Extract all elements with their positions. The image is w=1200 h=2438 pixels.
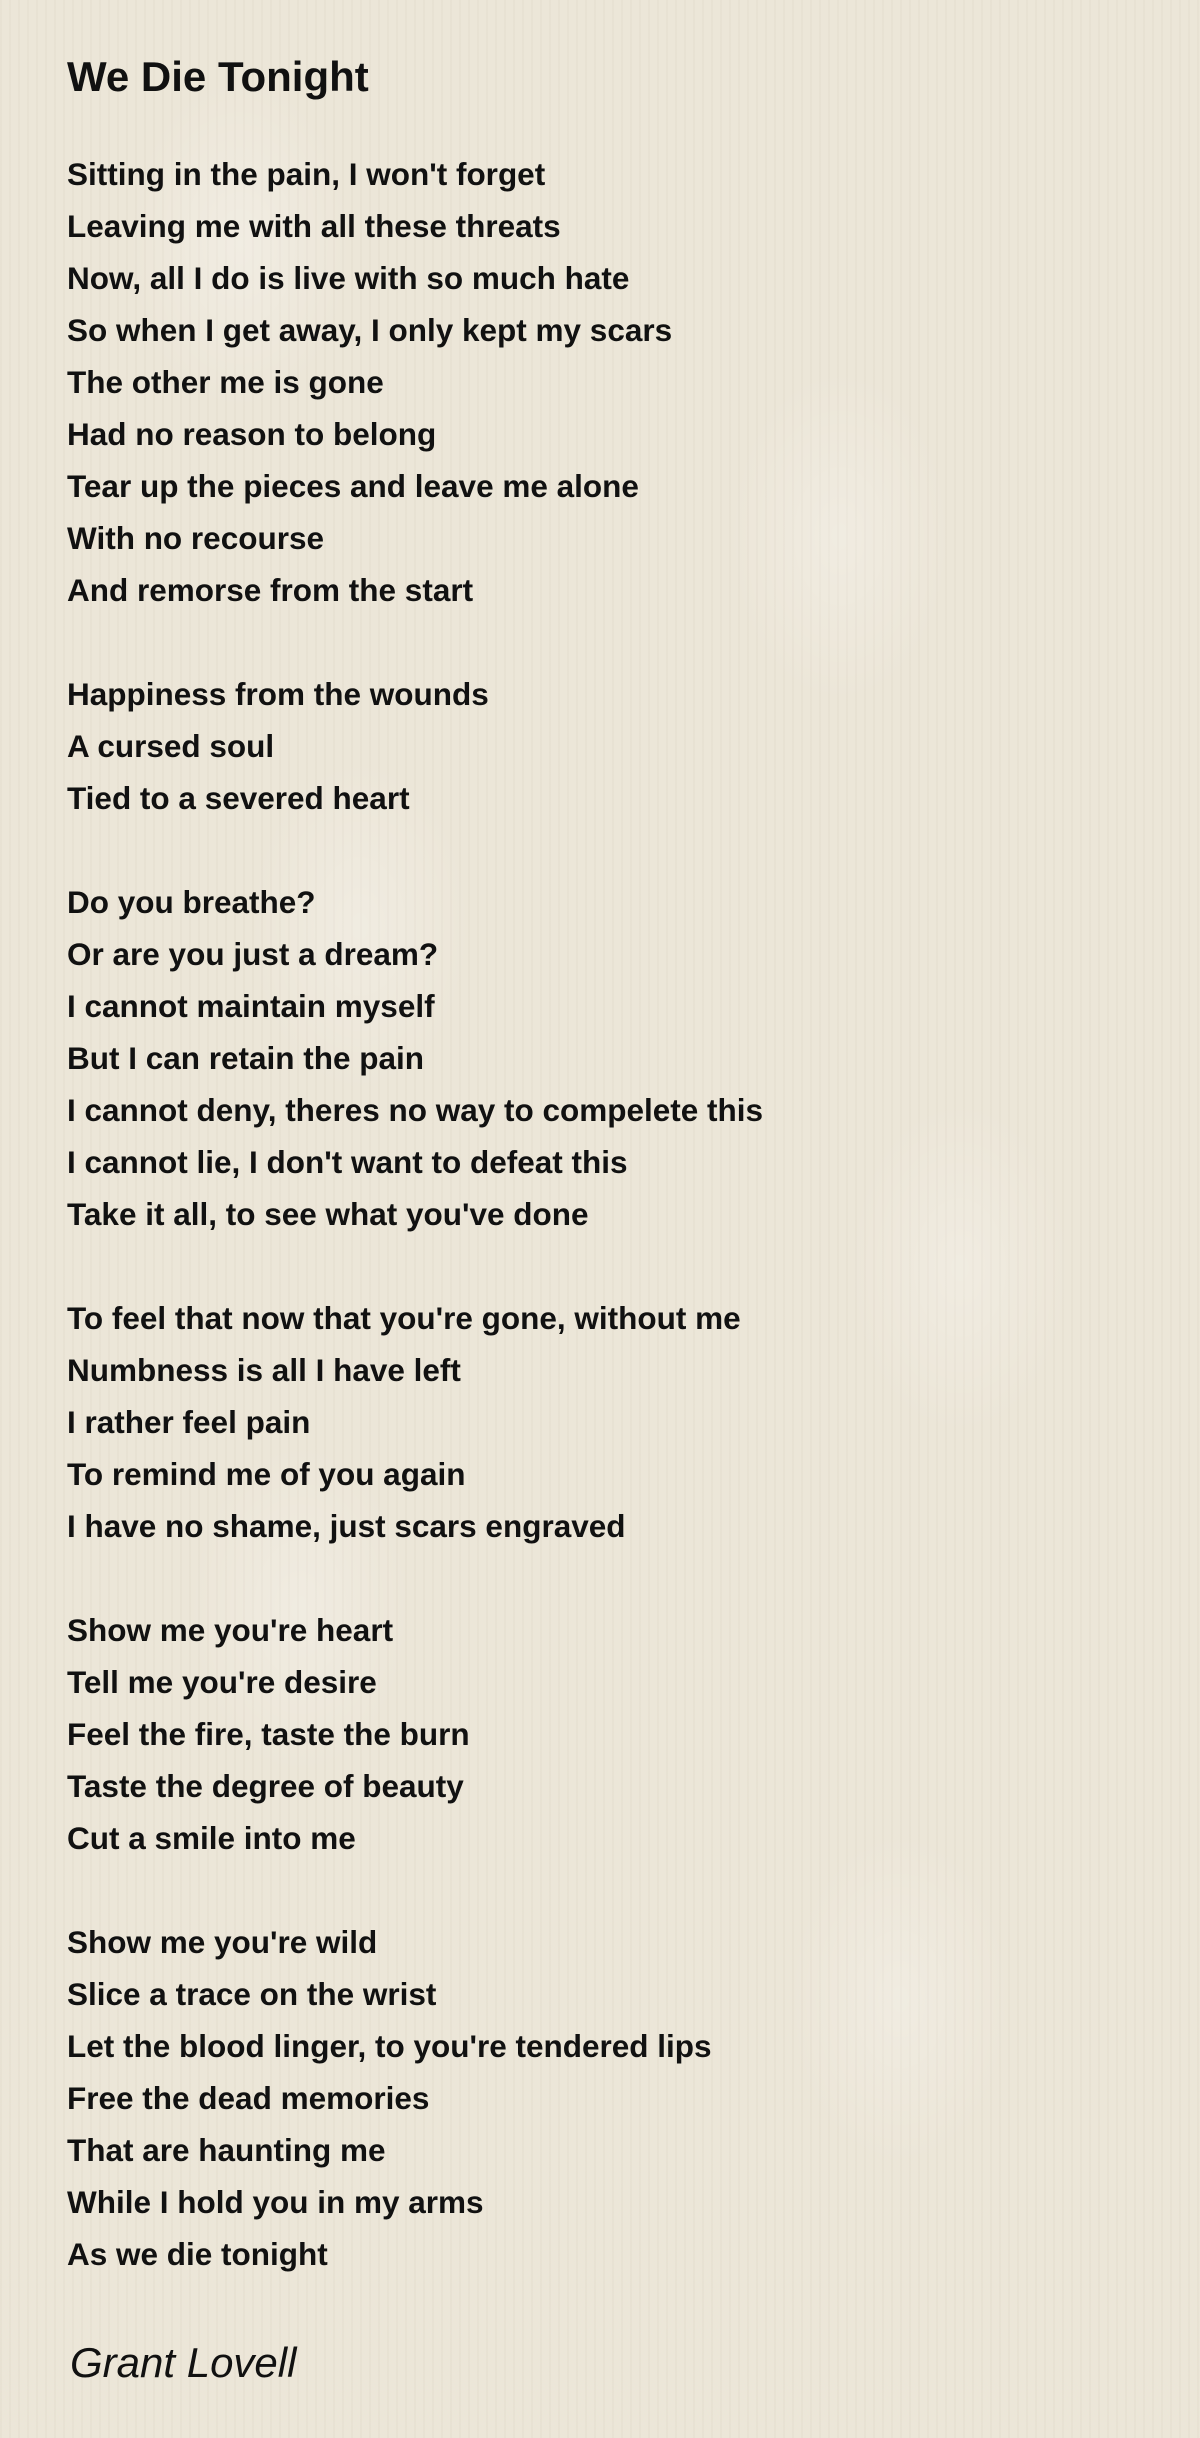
verse-line: But I can retain the pain (67, 1040, 425, 1076)
verse-line: That are haunting me (67, 2132, 386, 2168)
verse-line: Slice a trace on the wrist (67, 1976, 437, 2012)
verse-line: I rather feel pain (67, 1404, 311, 1440)
verse-line: I have no shame, just scars engraved (67, 1508, 626, 1544)
verse-line: While I hold you in my arms (67, 2184, 484, 2220)
verse-line: So when I get away, I only kept my scars (67, 312, 673, 348)
verse-line: Show me you're heart (67, 1612, 394, 1648)
stanza (67, 876, 1147, 1240)
verse-line: To feel that now that you're gone, without me (67, 1300, 741, 1336)
verse-line: Cut a smile into me (67, 1820, 356, 1856)
verse-line: Take it all, to see what you've done (67, 1196, 589, 1232)
stanza (67, 1604, 1147, 1864)
verse-line: Free the dead memories (67, 2080, 430, 2116)
verse-line: To remind me of you again (67, 1456, 466, 1492)
stanza (67, 668, 1147, 824)
verse-line: Show me you're wild (67, 1924, 378, 1960)
verse-line: Do you breathe? (67, 884, 316, 920)
verse-line: With no recourse (67, 520, 324, 556)
verse-line: And remorse from the start (67, 572, 474, 608)
verse-line: Now, all I do is live with so much hate (67, 260, 630, 296)
verse-line: Or are you just a dream? (67, 936, 439, 972)
verse-line: I cannot maintain myself (67, 988, 435, 1024)
verse-line: Tied to a severed heart (67, 780, 410, 816)
stanza (67, 1916, 1147, 2280)
verse-line: Feel the fire, taste the burn (67, 1716, 470, 1752)
poem-title: We Die Tonight (67, 53, 369, 100)
verse-line: The other me is gone (67, 364, 384, 400)
verse-line: Tell me you're desire (67, 1664, 377, 1700)
verse-line: A cursed soul (67, 728, 275, 764)
poem-body (67, 148, 1147, 2332)
verse-line: I cannot lie, I don't want to defeat this (67, 1144, 628, 1180)
verse-line: Taste the degree of beauty (67, 1768, 464, 1804)
verse-line: Leaving me with all these threats (67, 208, 561, 244)
verse-line: Let the blood linger, to you're tendered lips (67, 2028, 712, 2064)
verse-line: Sitting in the pain, I won't forget (67, 156, 546, 192)
verse-line: Tear up the pieces and leave me alone (67, 468, 639, 504)
verse-line: As we die tonight (67, 2236, 328, 2272)
stanza (67, 1292, 1147, 1552)
stanza (67, 148, 1147, 616)
verse-line: I cannot deny, theres no way to compelete this (67, 1092, 764, 1128)
poem-author: Grant Lovell (70, 2339, 297, 2386)
verse-line: Numbness is all I have left (67, 1352, 461, 1388)
verse-line: Had no reason to belong (67, 416, 437, 452)
verse-line: Happiness from the wounds (67, 676, 489, 712)
